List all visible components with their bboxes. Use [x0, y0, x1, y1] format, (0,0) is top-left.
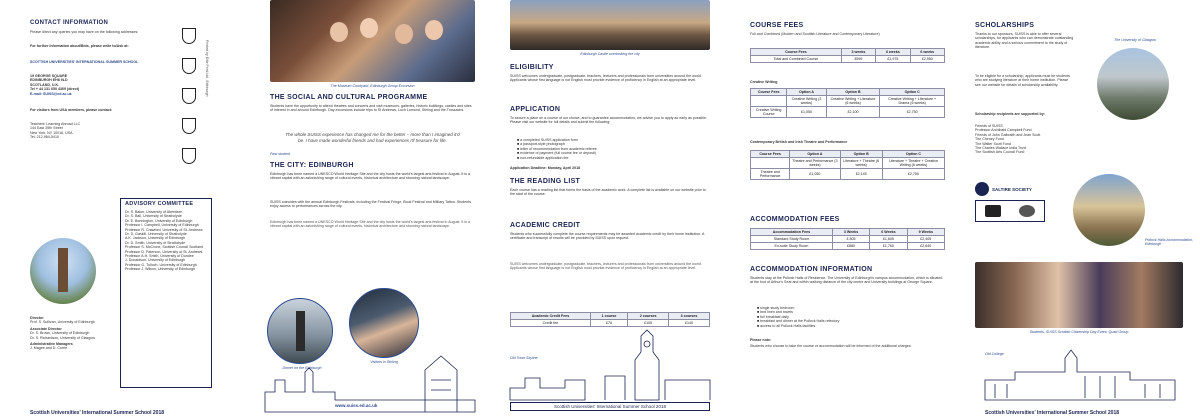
- list-item: Professor A.H. Smith, University of Dundee: [125, 254, 194, 259]
- advisory-list: [125, 210, 207, 272]
- city-photo-caption: Edinburgh Castle overlooking the city: [580, 52, 640, 56]
- table-cell: [751, 96, 787, 107]
- reading-heading: THE READING LIST: [510, 178, 581, 185]
- list-item: ■ access to all Pollock Halls facilities: [757, 323, 816, 328]
- fees-table-creative-writing: [750, 88, 945, 118]
- table-header-cell: Option A: [790, 151, 840, 158]
- table-header-cell: Course Fees: [751, 151, 790, 158]
- panel-social: [245, 0, 485, 420]
- panel3-footer-box: [510, 402, 710, 411]
- table-cell: £880: [832, 243, 869, 250]
- table-cell: Creative Writing + Literature + Drama (6 weeks): [880, 96, 945, 107]
- drama-label: Contemporary British and Irish Theatre and Performance: [750, 140, 848, 144]
- table-cell: £2,145: [840, 169, 882, 180]
- table-cell: Creative Writing + Literature (6 weeks): [826, 96, 880, 107]
- table-cell: Theatre and Performance: [751, 169, 790, 180]
- list-item: Professor J. Wilson, University of Edinburgh: [125, 267, 196, 272]
- old-college-caption: Old College: [985, 352, 1004, 356]
- table-cell: £2,405: [907, 236, 944, 243]
- vertical-print-note: Printed by Elite Print Ltd., Edinburgh: [205, 40, 209, 97]
- list-item: The Scottish Arts Council Fund: [975, 150, 1025, 155]
- assoc-name: Dr. S. Brown, University of Edinburgh: [30, 331, 90, 336]
- table-header-cell: Accommodation Fees: [751, 229, 833, 236]
- list-item: Professor Archibald Campbell Fund: [975, 128, 1032, 133]
- table-row: [751, 158, 945, 169]
- list-item: Professor D. Paterson, University of St. Andrews: [125, 249, 203, 254]
- table-cell: £2,100: [826, 107, 880, 118]
- office-title: SCOTTISH UNIVERSITIES' INTERNATIONAL SUMMER SCHOOL: [30, 60, 139, 64]
- table-cell: Literature + Theatre (6 weeks): [840, 158, 882, 169]
- list-item: A.K. Jackson, University of Edinburgh: [125, 236, 186, 241]
- table-row: [751, 107, 945, 118]
- city-heading: THE CITY: EDINBURGH: [270, 162, 354, 169]
- table-cell: £999: [841, 56, 875, 63]
- director-name: Prof. S. Sullivan, University of Edinburgh: [30, 320, 95, 325]
- list-item: Friends of SUISS: [975, 124, 1003, 128]
- list-item: Dr. D. Gaskill, University of Strathclyde: [125, 232, 187, 237]
- crest-icon: [182, 88, 196, 104]
- table-header-cell: 3 weeks: [841, 49, 875, 56]
- table-row: [751, 236, 945, 243]
- table-cell: Creative Writing (3 weeks): [787, 96, 826, 107]
- table-cell: £2,640: [907, 243, 944, 250]
- table-header-cell: Academic Credit Fees: [511, 313, 591, 320]
- accommodation-list: [757, 306, 942, 328]
- us-heading: For visitors from USA members, please contact:: [30, 108, 113, 112]
- table-cell: Creative Writing Course: [751, 107, 787, 118]
- city-text-3: Edinburgh has been named a UNESCO World Heritage Site and the city hosts the world's largest arts festival in August. It is a vibrant capital with an astonishing range of cultural events, historical architecture and stunning natural landscape.: [270, 220, 470, 229]
- admin-label: Administrative Managers: [30, 342, 73, 347]
- panel1-footer: Scottish Universities' International Summer School 2018: [30, 410, 165, 416]
- sponsors-heading: Scholarship recipients are supported by:: [975, 112, 1045, 116]
- table-header-cell: 9 Weeks: [907, 229, 944, 236]
- table-cell: £2,950: [910, 56, 944, 63]
- table-header-cell: 6 weeks: [910, 49, 944, 56]
- table-header-cell: Option C: [880, 89, 945, 96]
- address-block: [30, 74, 170, 96]
- table-cell: £105: [628, 320, 669, 327]
- us-line: New York, NY 10016, USA: [30, 130, 73, 135]
- fees-subtitle: Full and Combined (Modern and Scottish Literature and Contemporary Literature): [750, 32, 880, 36]
- crest-icon: [182, 28, 196, 44]
- credit-text: Students who successfully complete the course requirements may be awarded academic credit by their home institution. A certificate and transcript of results will be provided by SUISS upon request.: [510, 232, 705, 241]
- table-cell: Standard Study Room: [751, 236, 833, 243]
- table-header-cell: 1 course: [590, 313, 627, 320]
- table-header-row: [751, 49, 945, 56]
- social-text: Students have the opportunity to attend theatres and concerts and visit museums, galleries, historic buildings, castles and sites of interest in and around Edinburgh. Day excursions include trips to St Andrews, Loch Lomond, Stirling and the Trossachs.: [270, 104, 472, 113]
- panel-contact: [0, 0, 245, 420]
- table-header-row: [751, 89, 945, 96]
- panel-fees: [725, 0, 955, 420]
- application-heading: APPLICATION: [510, 106, 561, 113]
- table-cell: £70: [590, 320, 627, 327]
- eligibility-heading: ELIGIBILITY: [510, 64, 554, 71]
- assoc-label: Associate Director: [30, 326, 62, 331]
- us-line: Teachers' Learning Abroad LLC: [30, 122, 81, 126]
- table-header-cell: 6 Weeks: [870, 229, 907, 236]
- quote-author: Past student: [270, 152, 290, 156]
- table-cell: £2,750: [882, 169, 944, 180]
- creative-writing-label: Creative Writing: [750, 80, 778, 84]
- panel5-footer: Scottish Universities' International Summer School 2018: [985, 410, 1120, 416]
- table-cell: £2,750: [880, 107, 945, 118]
- fees-heading: COURSE FEES: [750, 22, 804, 29]
- scholarships-text: Thanks to our sponsors, SUISS is able to offer several scholarships, for applicants who can demonstrate outstanding academic ability and a serious commitment to the study of literature.: [975, 32, 1074, 50]
- credit-heading: ACADEMIC CREDIT: [510, 222, 581, 229]
- contact-intro: Please direct any queries you may have on the following addresses:: [30, 30, 139, 34]
- panel3-footer: Scottish Universities' International Summer School 2018: [554, 404, 666, 409]
- table-header-cell: Option A: [787, 89, 826, 96]
- pollock-caption: Pollock Halls Accommodation, Edinburgh: [1145, 238, 1194, 247]
- address-line: 19 GEORGE SQUARE: [30, 74, 68, 78]
- director-block: [30, 316, 120, 351]
- list-item: The Walter Scott Fund: [975, 141, 1011, 146]
- list-item: Dr. E. Bonnington, University of Edinburgh: [125, 218, 193, 223]
- group-photo-caption: The Museum Courtyard, Edinburgh Group Excursion: [330, 84, 415, 88]
- application-deadline: Application Deadline: Monday, April 2018: [510, 166, 581, 170]
- table-cell: £1,605: [870, 236, 907, 243]
- crest-icon: [182, 118, 196, 134]
- table-cell: £ 805: [832, 236, 869, 243]
- director-label: Director: [30, 316, 44, 320]
- admin-names: J. Magee and D. Currie: [30, 346, 68, 351]
- table-cell: £1,050: [787, 107, 826, 118]
- list-item: Dr. S. Ball, University of Strathclyde: [125, 214, 182, 219]
- city-text: Edinburgh has been named a UNESCO World Heritage Site and the city hosts the world's largest arts festival in August. It is a vibrant capital with an astonishing range of cultural events, historical architecture and stunning natural landscape.: [270, 172, 470, 181]
- acc-note: Students who choose to take the course or accommodation will be informed of the additional charges.: [750, 344, 912, 348]
- list-item: ■ breakfast and dinner at the Pollock Halls refectory: [757, 319, 840, 324]
- panel-scholarships: [955, 0, 1200, 420]
- uk-heading: For further information about/Bids, please write to/Ask at:: [30, 44, 129, 48]
- list-item: J. Donaldson, University of Edinburgh: [125, 258, 186, 263]
- list-item: ■ a completed SUISS application form: [517, 138, 578, 142]
- list-item: Professor I. Campbell, University of Edinburgh: [125, 223, 199, 228]
- accommodation-fee-table: [750, 228, 945, 250]
- table-header-cell: 3 courses: [669, 313, 710, 320]
- table-row: [751, 56, 945, 63]
- list-item: ■ single study bedroom: [757, 306, 795, 310]
- circle1-caption: Dinner on the Edinburgh: [282, 366, 322, 370]
- table-cell: En-suite Study Room: [751, 243, 833, 250]
- email-link[interactable]: E-mail: SUISS@ed.ac.uk: [30, 91, 72, 96]
- list-item: ■ evidence of payment (full course fee or deposit): [517, 151, 596, 156]
- table-header-cell: 6 weeks: [876, 49, 910, 56]
- table-row: [751, 243, 945, 250]
- contact-heading: CONTACT INFORMATION: [30, 20, 109, 26]
- table-header-cell: Course Fees: [751, 49, 842, 56]
- table-header-row: [751, 229, 945, 236]
- university-crests: [178, 28, 200, 164]
- saltire-label: SALTIRE SOCIETY: [992, 186, 1032, 192]
- table-header-row: [751, 151, 945, 158]
- social-heading: THE SOCIAL AND CULTURAL PROGRAMME: [270, 94, 428, 101]
- list-item: Professor S. McCrone, Scottish Council Scotland: [125, 245, 204, 250]
- table-cell: Theatre and Performance (3 weeks): [790, 158, 840, 169]
- list-item: The Charles Wallace India Trust: [975, 146, 1026, 151]
- assoc-name: Dr. S. Richardson, University of Glasgow: [30, 335, 95, 340]
- table-header-cell: Course Fees: [751, 89, 787, 96]
- clock-tower-photo: [30, 238, 96, 304]
- advisory-heading: ADVISORY COMMITTEE: [125, 201, 194, 207]
- table-cell: £1,975: [876, 56, 910, 63]
- table-row: [751, 169, 945, 180]
- website-link[interactable]: www.suiss.ed.ac.uk: [335, 403, 378, 408]
- list-item: ■ full breakfast daily: [757, 314, 789, 319]
- acc-note-label: Please note:: [750, 338, 772, 342]
- table-header-cell: Option B: [840, 151, 882, 158]
- eligibility-text: SUISS welcomes undergraduate, postgraduate, teachers, lecturers and professionals from universities around the world. Applicants whose first language is not English must provide evidence of proficiency in English at an appropriate level.: [510, 74, 702, 83]
- table-header-cell: 3 Weeks: [832, 229, 869, 236]
- us-line: 144 East 39th Street: [30, 126, 63, 131]
- tower-shape: [58, 248, 68, 292]
- list-item: Dr. S. Baker, University of Aberdeen: [125, 210, 183, 214]
- credit-text-2: SUISS welcomes undergraduate, postgraduate, teachers, lecturers and professionals from universities around the world. Applicants whose first language is not English must provide evidence of proficiency in English at an appropriate level.: [510, 262, 702, 271]
- list-item: Dr. D. Smith, University of Strathclyde: [125, 240, 186, 245]
- list-item: ■ a passport-style photograph: [517, 142, 565, 147]
- students-photo-caption: Students, SUISS Scottish Citizenship Day Event, Quad Group: [1029, 330, 1129, 334]
- scholarships-text-2: To be eligible for a scholarship, applicants must be students who are studying literature at their home institution. Please see our website for details of scholarship availability.: [975, 74, 1070, 87]
- list-item: Friends of John Galbraith and Jean Scott: [975, 132, 1041, 137]
- application-text: To secure a place on a course of our choice, and to guarantee accommodation, we advise you to apply as early as possible. Please visit our website for full details and submit the following:: [510, 116, 707, 125]
- glasgow-caption: The University of Glasgow: [1114, 38, 1156, 42]
- table-row: [751, 96, 945, 107]
- table-cell: Credit fee: [511, 320, 591, 327]
- oldtown-caption: Old Town Skyline: [510, 356, 538, 360]
- table-header-cell: Option B: [826, 89, 880, 96]
- scholarships-heading: SCHOLARSHIPS: [975, 22, 1035, 29]
- us-line: Tel: 212-984-5410: [30, 135, 59, 140]
- acc-info-heading: ACCOMMODATION INFORMATION: [750, 266, 873, 273]
- table-cell: £1,760: [870, 243, 907, 250]
- list-item: ■ bed linen and towels: [757, 310, 793, 315]
- table-cell: £140: [669, 320, 710, 327]
- old-college-lineart: [955, 0, 1200, 420]
- table-header-cell: 2 courses: [628, 313, 669, 320]
- castle-lineart: [245, 0, 485, 420]
- circle2-caption: Visitors in Stirling: [370, 360, 398, 364]
- panel-eligibility: [485, 0, 725, 420]
- fees-table-literature: [750, 48, 945, 63]
- list-item: The Cheney Fund: [975, 137, 1004, 142]
- advisory-box: [120, 198, 212, 388]
- crest-icon: [182, 148, 196, 164]
- reading-text: Each course has a reading list that forms the basis of the academic work. A complete list is available on our website prior to the start of the course.: [510, 188, 706, 197]
- tel-line: Tel + 44 131 650 4369 (direct): [30, 87, 80, 92]
- table-cell: £1,050: [790, 169, 840, 180]
- table-cell: [751, 158, 790, 169]
- list-item: ■ non-refundable application fee: [517, 155, 569, 160]
- us-address: [30, 122, 170, 140]
- address-line: EDINBURGH EH8 9LD: [30, 78, 68, 83]
- list-item: ■ letter of recommendation from academic referee: [517, 146, 597, 151]
- table-header-cell: Option C: [882, 151, 944, 158]
- address-line: SCOTLAND, U.K.: [30, 82, 60, 87]
- student-quote: The whole SUISS experience has changed me for the better – more than I imagined it'd be. I have made wonderful friends and had experiences I'll treasure for life.: [285, 132, 460, 143]
- acc-fees-heading: ACCOMMODATION FEES: [750, 216, 840, 223]
- fees-table-theatre: [750, 150, 945, 180]
- list-item: Professor G. Tulloch, University of Edinburgh: [125, 262, 197, 267]
- city-text-2: SUISS coincides with the annual Edinburgh Festivals, including the Festival Fringe, Book Festival and Military Tattoo. Students enjoy access to performances across the city.: [270, 200, 472, 209]
- list-item: Professor R. Crawford, University of St. Andrews: [125, 227, 203, 232]
- acc-info-text: Students stay at the Pollock Halls of Residence, The University of Edinburgh's campus accommodation, which is situated at the foot of Arthur's Seat and within walking distance of the city centre and University buildings at George Square.: [750, 276, 943, 285]
- table-cell: Literature + Theatre + Creative Writing (6 weeks): [882, 158, 944, 169]
- table-cell: Total and Combined Course: [751, 56, 842, 63]
- crest-icon: [182, 58, 196, 74]
